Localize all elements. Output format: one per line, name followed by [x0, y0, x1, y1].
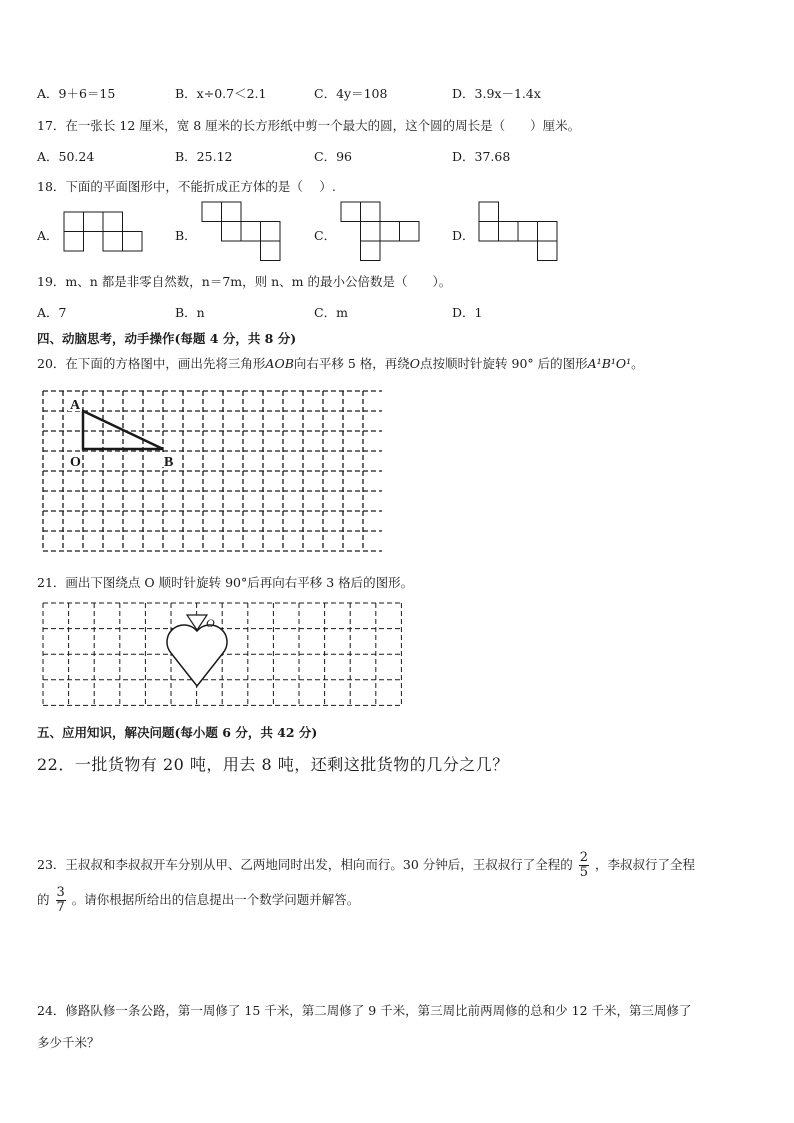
cube-net-c [340, 201, 420, 261]
cube-net-a [63, 211, 145, 253]
q18-option-c: C． [314, 228, 337, 243]
q21-stem: 21．画出下图绕点 O 顺时针旋转 90°后再向右平移 3 格后的图形。 [37, 575, 414, 590]
point-o-label: O [206, 616, 215, 630]
q19-option-c: C．m [314, 305, 348, 320]
fraction-denominator: 5 [579, 865, 589, 880]
fraction-3-7 [56, 886, 66, 915]
label-b: B [164, 455, 174, 470]
q16-option-a: A．9＋6＝15 [37, 86, 116, 101]
q17-stem: 17．在一张长 12 厘米，宽 8 厘米的长方形纸中剪一个最大的圆，这个圆的周长是（ ）厘米。 [37, 118, 581, 133]
q20-prime-label: A¹B¹O¹ [587, 356, 632, 371]
q19-option-d: D．1 [452, 305, 483, 320]
q23-text: 23．王叔叔和李叔叔开车分别从甲、乙两地同时出发，相向而行。30 分钟后，王叔叔行了全程的 [37, 857, 573, 872]
q20-stem-end: 。 [631, 356, 644, 371]
q18-option-d: D． [452, 228, 475, 243]
q24-line-1: 24．修路队修一条公路，第一周修了 15 千米，第二周修了 9 千米，第三周比前两周修的总和少 12 千米，第三周修了 [37, 1003, 692, 1018]
label-o: O [70, 455, 81, 470]
q16-option-c: C．4y＝108 [314, 86, 388, 101]
q20-stem-part: 向右平移 5 格，再绕 [293, 356, 410, 371]
q17-option-b: B．25.12 [175, 149, 233, 164]
fraction-numerator: 3 [56, 885, 65, 900]
fraction-2-5 [579, 851, 589, 880]
q18-option-b: B． [175, 228, 197, 243]
q20-o: O [409, 356, 421, 371]
q20-aob: AOB [265, 356, 294, 371]
fraction-denominator: 7 [56, 900, 65, 915]
heart-shape [167, 615, 227, 686]
q16-option-b: B．x÷0.7＜2.1 [175, 86, 267, 101]
cube-net-b [201, 201, 281, 261]
section-4-heading: 四、动脑思考，动手操作(每题 4 分，共 8 分) [37, 331, 297, 346]
q24-line-2: 多少千米？ [37, 1035, 100, 1050]
label-a: A [70, 398, 81, 413]
q20-grid-figure [40, 389, 382, 553]
q19-option-b: B．n [175, 305, 205, 320]
q19-option-a: A．7 [37, 305, 67, 320]
q23-text: ，李叔叔行了全程 [595, 857, 696, 872]
q23-text: 的 [37, 892, 50, 907]
q20-stem [37, 354, 644, 372]
q23-text: 。请你根据所给出的信息提出一个数学问题并解答。 [71, 892, 360, 907]
q18-stem: 18．下面的平面图形中，不能折成正方体的是（ ）. [37, 179, 336, 194]
q18-option-a: A． [37, 228, 59, 243]
q20-stem-part: 点按顺时针旋转 90° 后的图形 [420, 356, 588, 371]
q20-stem-part: 20．在下面的方格图中，画出先将三角形 [37, 356, 266, 371]
section-5-heading: 五、应用知识，解决问题(每小题 6 分，共 42 分) [37, 725, 318, 740]
q17-option-c: C．96 [314, 149, 352, 164]
q23-line-1 [37, 851, 695, 880]
q19-stem: 19．m、n 都是非零自然数，n＝7m，则 n、m 的最小公倍数是（ ）。 [37, 274, 452, 289]
q17-option-a: A．50.24 [37, 149, 95, 164]
q16-option-d: D．3.9x－1.4x [452, 86, 541, 101]
fraction-numerator: 2 [579, 850, 589, 865]
q17-option-d: D．37.68 [452, 149, 511, 164]
q23-line-2 [37, 886, 359, 915]
q21-grid-figure [40, 601, 404, 714]
cube-net-d [478, 201, 558, 261]
q22-stem: 22．一批货物有 20 吨，用去 8 吨，还剩这批货物的几分之几？ [37, 755, 509, 774]
